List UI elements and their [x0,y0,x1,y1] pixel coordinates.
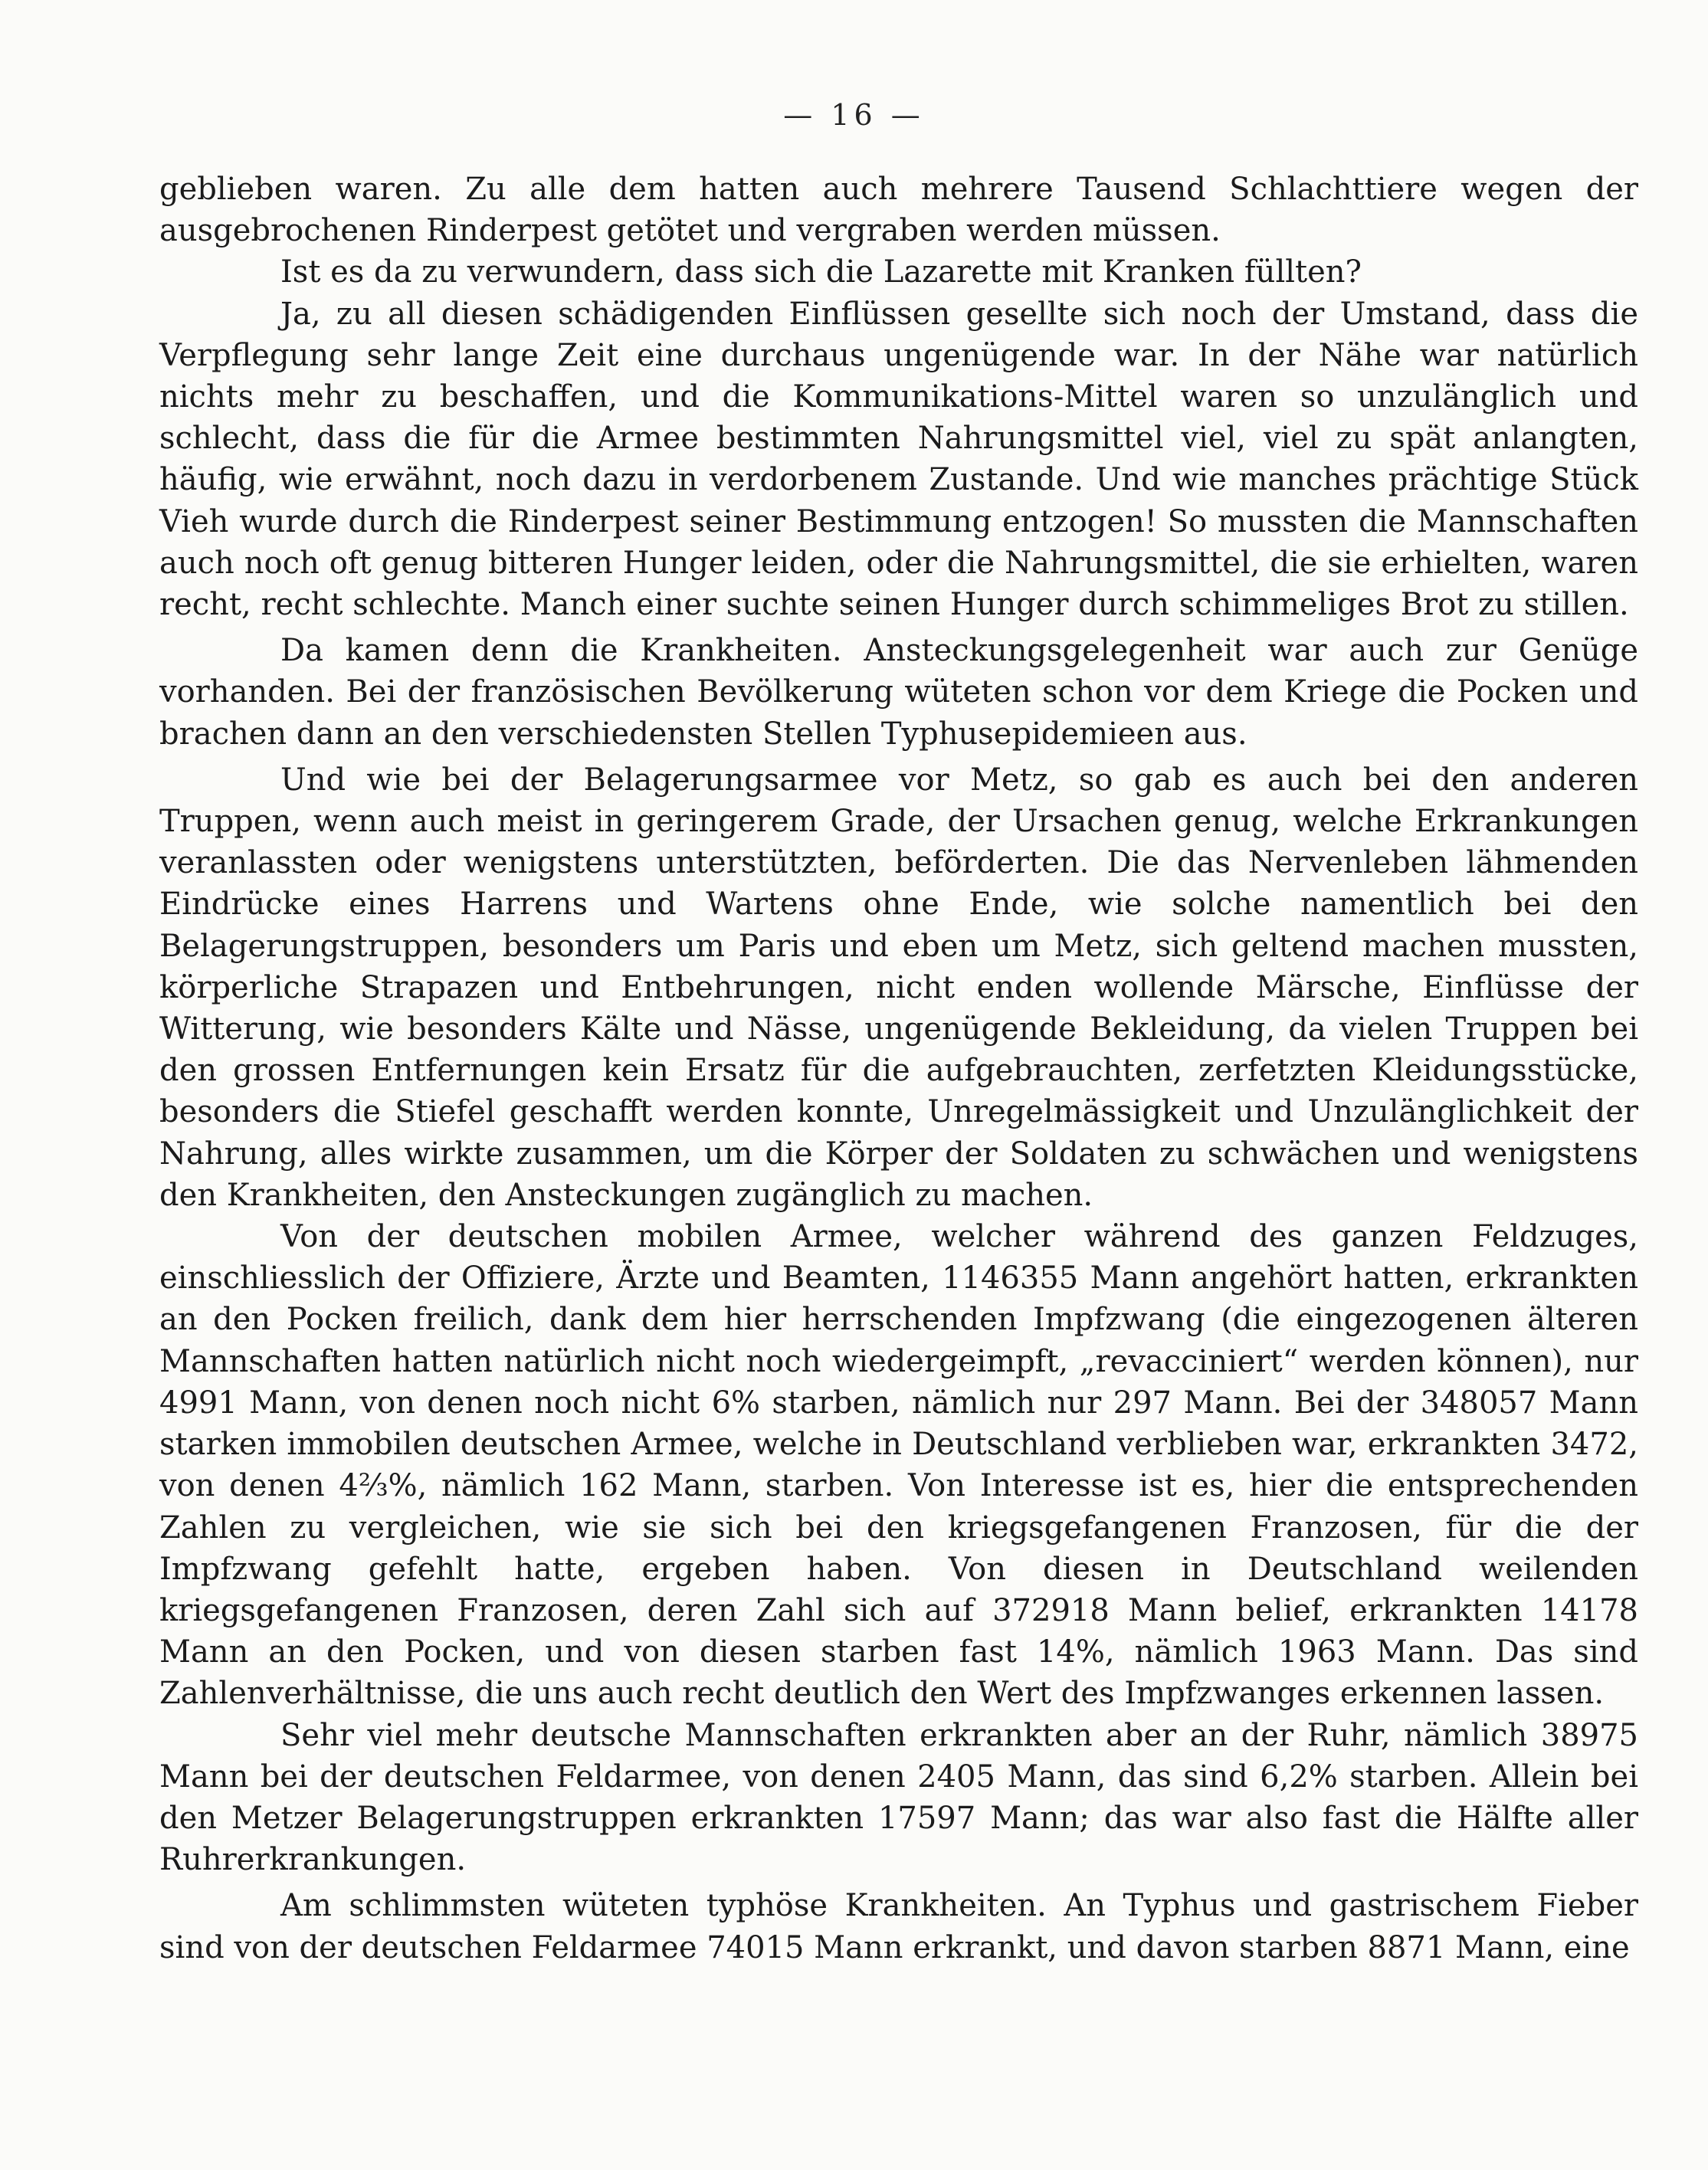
page-number: — 16 — [783,98,925,132]
paragraph: Da kamen denn die Krankheiten. Ansteckungsgelegenheit war auch zur Genüge vorhanden. Bei der französischen Bevölkerung wüteten schon vor dem Kriege die Pocken und brachen dann an den verschiedensten Stellen Typhusepidemieen aus. [159,633,1638,752]
paragraph: Und wie bei der Belagerungsarmee vor Metz, so gab es auch bei den anderen Truppen, wenn auch meist in geringerem Grade, der Ursachen genug, welche Erkrankungen veranlassten oder wenigstens unterstützten, beförderten. Die das Nervenleben lähmenden Eindrücke eines Harrens und Wartens ohne Ende, wie solche namentlich bei den Belagerungstruppen, besonders um Paris und eben um Metz, sich geltend machen mussten, körperliche Strapazen und Entbehrungen, nicht enden wollende Märsche, Einflüsse der Witterung, wie besonders Kälte und Nässe, ungenügende Bekleidung, da vielen Truppen bei den grossen Entfernungen kein Ersatz für die aufgebrauchten, zerfetzten Kleidungsstücke, besonders die Stiefel geschafft werden konnte, Unregelmässigkeit und Unzulänglichkeit der Nahrung, alles wirkte zusammen, um die Körper der Soldaten zu schwächen und wenigstens den Krankheiten, den Ansteckungen zugänglich zu machen. [159,762,1638,1213]
paragraph: Am schlimmsten wüteten typhöse Krankheiten. An Typhus und gastrischem Fieber sind von der deutschen Feldarmee 74015 Mann erkrankt, und davon starben 8871 Mann, eine [159,1888,1638,1965]
paragraph: Ist es da zu verwundern, dass sich die Lazarette mit Kranken füllten? [280,254,1362,290]
paragraph: Sehr viel mehr deutsche Mannschaften erkrankten aber an der Ruhr, nämlich 38975 Mann bei der deutschen Feldarmee, von denen 2405 Mann, das sind 6,2% starben. Allein bei den Metzer Belagerungstruppen erkrankten 17597 Mann; das war also fast die Hälfte aller Ruhrerkrankungen. [159,1717,1638,1878]
paragraph: Von der deutschen mobilen Armee, welcher während des ganzen Feldzuges, einschliesslich der Offiziere, Ärzte und Beamten, 1146355 Mann angehört hatten, erkrankten an den Pocken freilich, dank dem hier herrschenden Impfzwang (die eingezogenen älteren Mannschaften hatten natürlich nicht noch wiedergeimpft, „revacciniert“ werden können), nur 4991 Mann, von denen noch nicht 6% starben, nämlich nur 297 Mann. Bei der 348057 Mann starken immobilen deutschen Armee, welche in Deutschland verblieben war, erkrankten 3472, von denen 4⅔%, nämlich 162 Mann, starben. Von Interesse ist es, hier die entsprechenden Zahlen zu vergleichen, wie sie sich bei den kriegsgefangenen Franzosen, für die der Impfzwang gefehlt hatte, ergeben haben. Von diesen in Deutschland weilenden kriegsgefangenen Franzosen, deren Zahl sich auf 372918 Mann belief, erkrankten 14178 Mann an den Pocken, und von diesen starben fast 14%, nämlich 1963 Mann. Das sind Zahlenverhältnisse, die uns auch recht deutlich den Wert des Impfzwanges erkennen lassen. [159,1219,1638,1712]
paragraph: Ja, zu all diesen schädigenden Einflüssen gesellte sich noch der Umstand, dass die Verpflegung sehr lange Zeit eine durchaus ungenügende war. In der Nähe war natürlich nichts mehr zu beschaffen, und die Kommunikations-Mittel waren so unzulänglich und schlecht, dass die für die Armee bestimmten Nahrungsmittel viel, viel zu spät anlangten, häufig, wie erwähnt, noch dazu in verdorbenem Zustande. Und wie manches prächtige Stück Vieh wurde durch die Rinderpest seiner Bestimmung entzogen! So mussten die Mannschaften auch noch oft genug bitteren Hunger leiden, oder die Nahrungsmittel, die sie erhielten, waren recht, recht schlechte. Manch einer suchte seinen Hunger durch schimmeliges Brot zu stillen. [159,296,1638,623]
paragraph: geblieben waren. Zu alle dem hatten auch mehrere Tausend Schlachttiere wegen der ausgebrochenen Rinderpest getötet und vergraben werden müssen. [159,172,1638,249]
body-text [159,169,1638,1968]
